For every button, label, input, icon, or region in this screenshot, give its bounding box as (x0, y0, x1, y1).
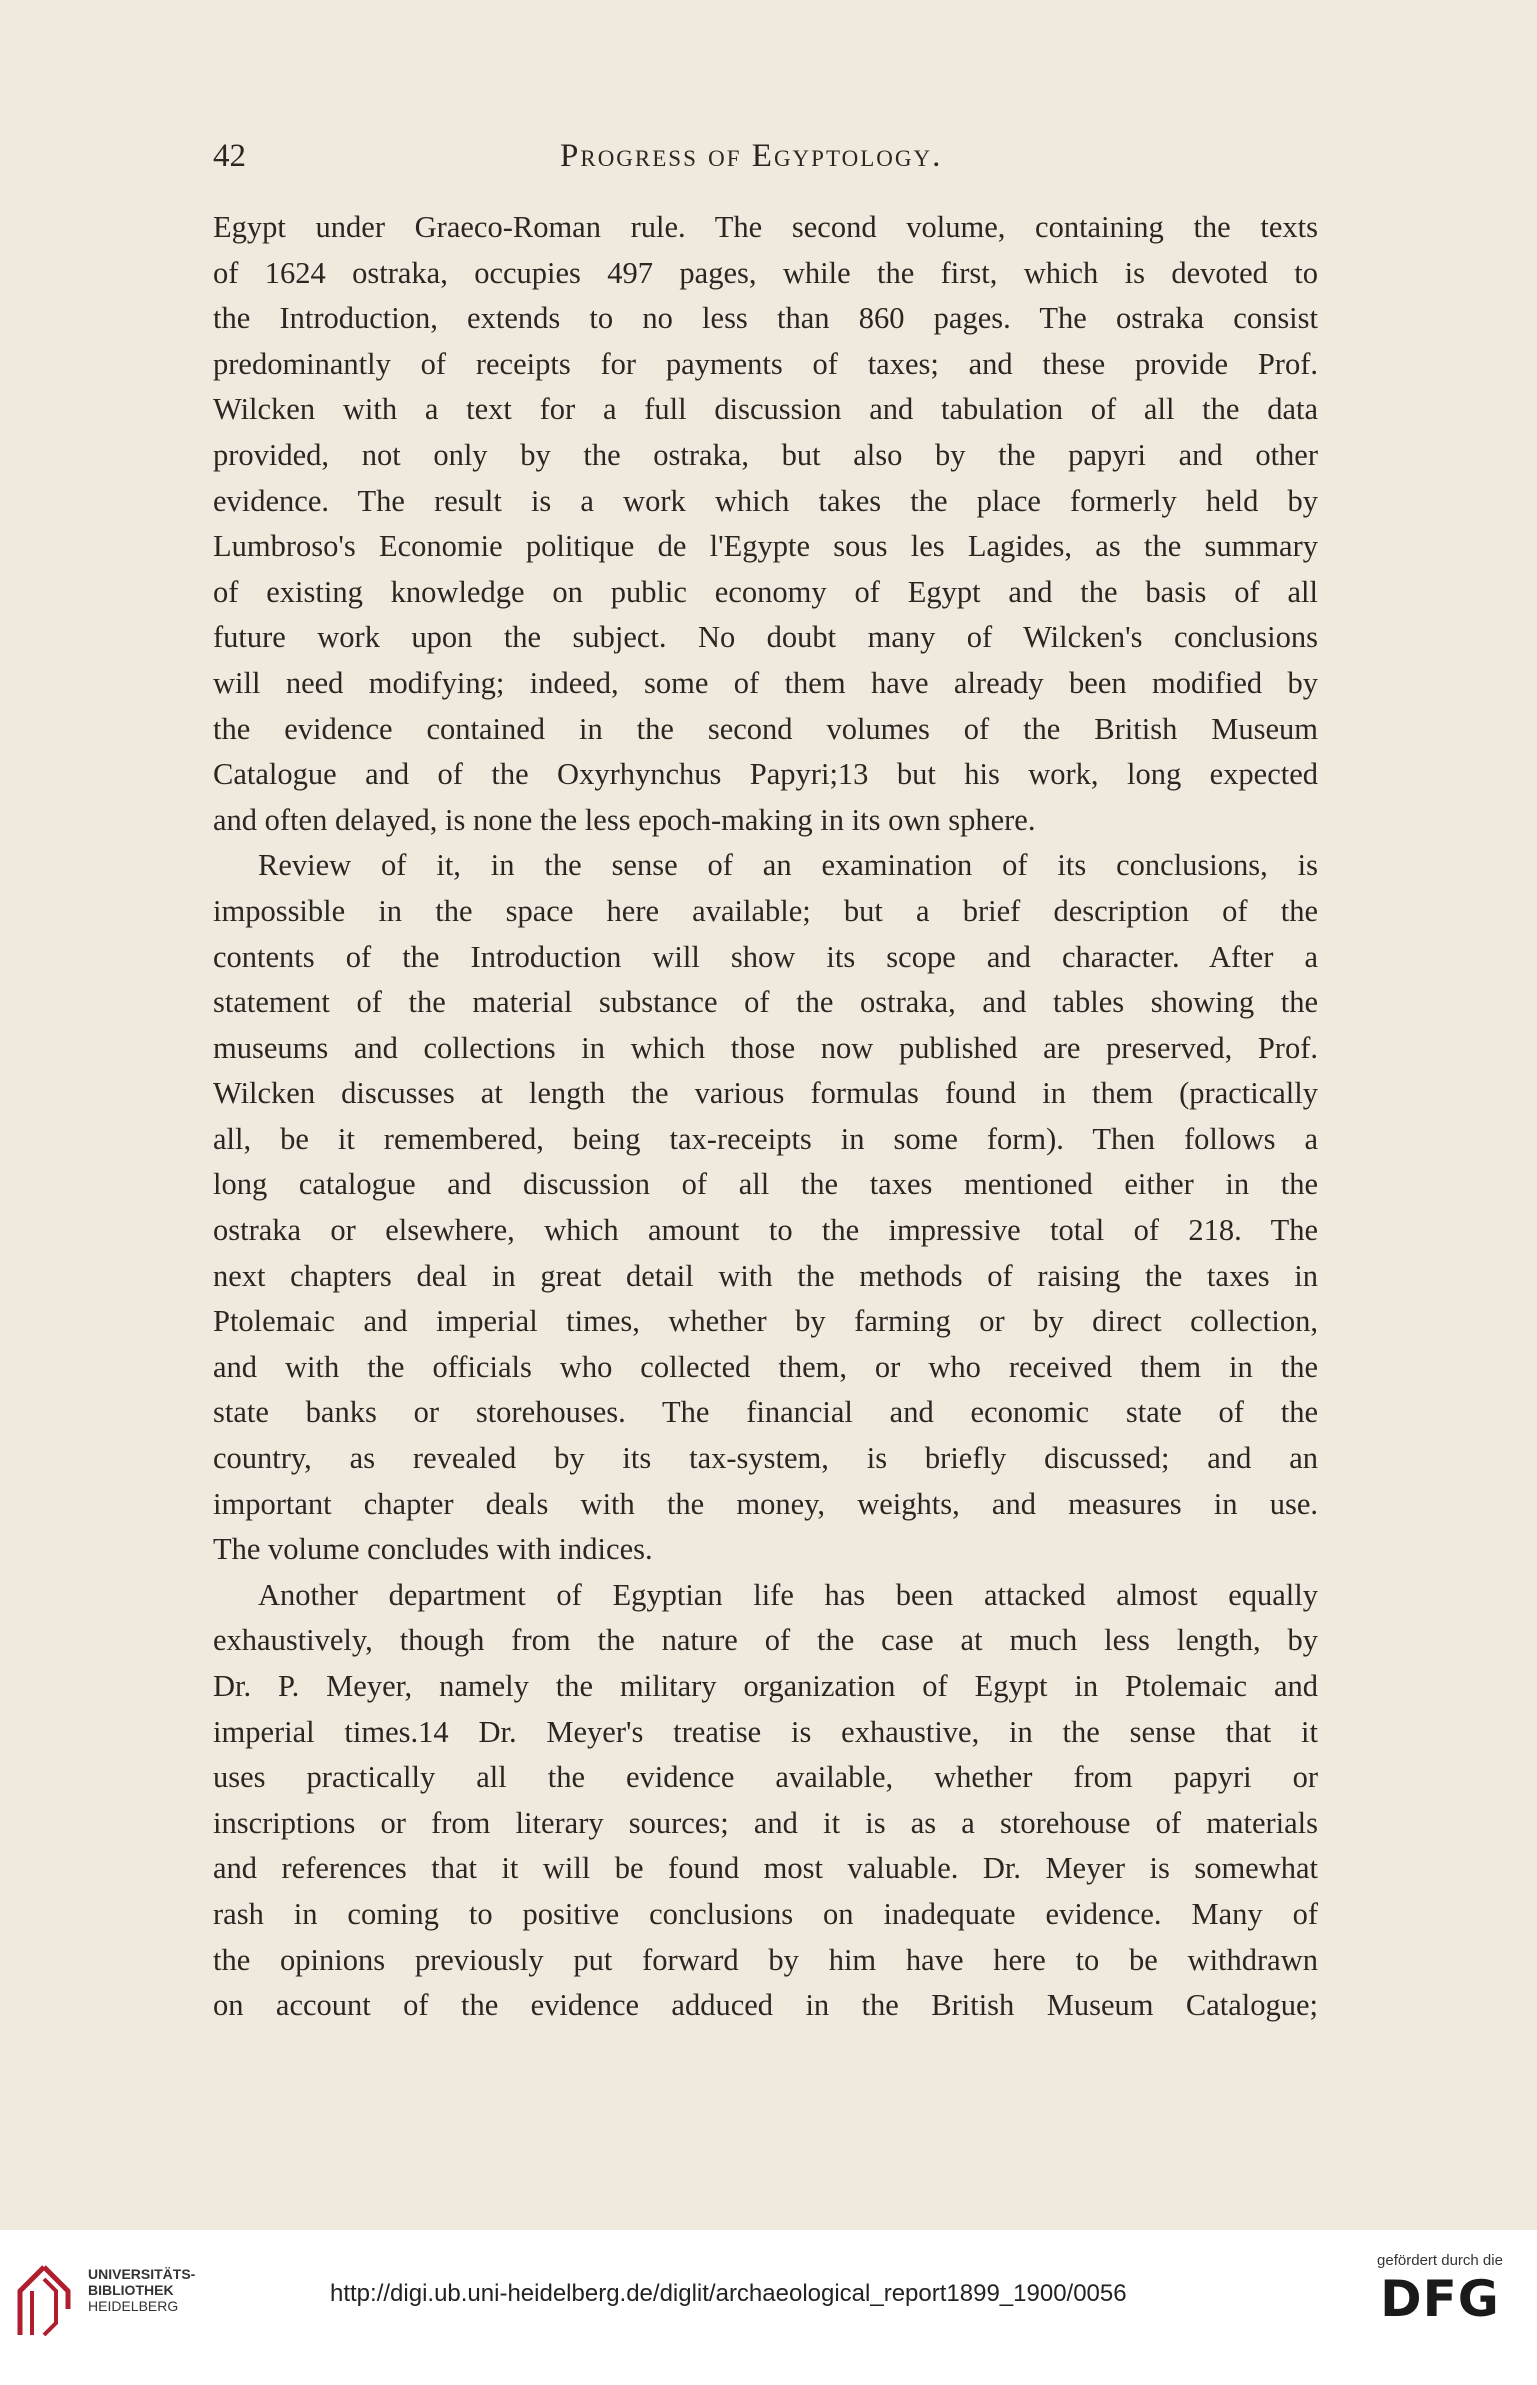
text-line: museums and collections in which those now published are preserved, Prof. (213, 1030, 1318, 1065)
text-line: ostraka or elsewhere, which amount to the impressive total of 218. The (213, 1213, 1318, 1248)
text-line: important chapter deals with the money, weights, and measures in use. (213, 1486, 1318, 1521)
text-line: inscriptions or from literary sources; and it is as a storehouse of materials (213, 1805, 1318, 1840)
text-line: and often delayed, is none the less epoch-making in its own sphere. (213, 802, 1036, 837)
text-line: Wilcken with a text for a full discussion and tabulation of all the data (213, 392, 1318, 427)
text-line: next chapters deal in great detail with the methods of raising the taxes in (213, 1258, 1318, 1293)
text-line: state banks or storehouses. The financial and economic state of the (213, 1395, 1318, 1430)
text-line: Egypt under Graeco-Roman rule. The second volume, containing the texts (213, 210, 1318, 244)
text-line: future work upon the subject. No doubt many of Wilcken's conclusions (213, 620, 1318, 655)
running-title: Progress of Egyptology. (560, 138, 943, 174)
text-line: and references that it will be found most valuable. Dr. Meyer is somewhat (213, 1851, 1318, 1886)
text-line: imperial times.14 Dr. Meyer's treatise is exhaustive, in the sense that it (213, 1714, 1318, 1749)
text-line: uses practically all the evidence available, whether from papyri or (213, 1760, 1318, 1795)
text-line: on account of the evidence adduced in the British Museum Catalogue; (213, 1988, 1318, 2023)
text-line: statement of the material substance of the ostraka, and tables showing the (213, 985, 1318, 1020)
text-line: provided, not only by the ostraka, but also by the papyri and other (213, 437, 1318, 472)
text-line: predominantly of receipts for payments of taxes; and these provide Prof. (213, 346, 1318, 381)
text-line: contents of the Introduction will show its scope and character. After a (213, 939, 1318, 974)
library-name-line: BIBLIOTHEK (88, 2282, 174, 2298)
text-line: Dr. P. Meyer, namely the military organization of Egypt in Ptolemaic and (213, 1669, 1318, 1703)
text-line: Ptolemaic and imperial times, whether by farming or by direct collection, (213, 1304, 1318, 1339)
text-line: Another department of Egyptian life has been attacked almost equally (258, 1577, 1318, 1612)
text-line: exhaustively, though from the nature of the case at much less length, by (213, 1623, 1318, 1658)
paragraph-1 (213, 205, 1318, 843)
library-name-line: HEIDELBERG (88, 2298, 179, 2314)
text-line: Wilcken discusses at length the various formulas found in them (practically (213, 1076, 1318, 1111)
page-number: 42 (213, 138, 246, 174)
text-line: the evidence contained in the second volumes of the British Museum (213, 711, 1318, 746)
dfg-logo: DFG (1380, 2270, 1500, 2328)
body-text (213, 205, 1318, 2029)
text-line: The volume concludes with indices. (213, 1532, 653, 1567)
text-line: the opinions previously put forward by him have here to be withdrawn (213, 1942, 1318, 1977)
text-line: impossible in the space here available; but a brief description of the (213, 893, 1318, 928)
text-line: long catalogue and discussion of all the taxes mentioned either in the (213, 1167, 1318, 1202)
text-line: country, as revealed by its tax-system, is briefly discussed; and an (213, 1441, 1318, 1476)
text-line: evidence. The result is a work which takes the place formerly held by (213, 483, 1318, 518)
text-line: rash in coming to positive conclusions on inadequate evidence. Many of (213, 1896, 1318, 1931)
text-line: will need modifying; indeed, some of them have already been modified by (213, 665, 1318, 700)
text-line: the Introduction, extends to no less than 860 pages. The ostraka consist (213, 301, 1318, 336)
digitization-footer (0, 2230, 1537, 2385)
funding-credit (1365, 2252, 1515, 2329)
library-name (88, 2266, 195, 2314)
text-line: and with the officials who collected them, or who received them in the (213, 1349, 1318, 1384)
funding-text: gefördert durch die (1377, 2252, 1503, 2269)
text-line: of existing knowledge on public economy of Egypt and the basis of all (213, 574, 1318, 609)
text-line: Review of it, in the sense of an examination of its conclusions, is (258, 848, 1318, 883)
source-url-link[interactable]: http://digi.ub.uni-heidelberg.de/diglit/archaeological_report1899_1900/0056 (330, 2280, 1127, 2307)
text-line: of 1624 ostraka, occupies 497 pages, while the first, which is devoted to (213, 255, 1318, 290)
library-name-line: UNIVERSITÄTS- (88, 2266, 196, 2282)
paragraph-2 (213, 843, 1318, 1573)
text-line: Catalogue and of the Oxyrhynchus Papyri;13 but his work, long expected (213, 757, 1318, 792)
text-line: Lumbroso's Economie politique de l'Egypte sous les Lagides, as the summary (213, 529, 1318, 564)
paragraph-3 (213, 1573, 1318, 2029)
text-line: all, be it remembered, being tax-receipts in some form). Then follows a (213, 1121, 1318, 1156)
page-header (213, 138, 1318, 182)
library-logo-icon (14, 2263, 74, 2338)
